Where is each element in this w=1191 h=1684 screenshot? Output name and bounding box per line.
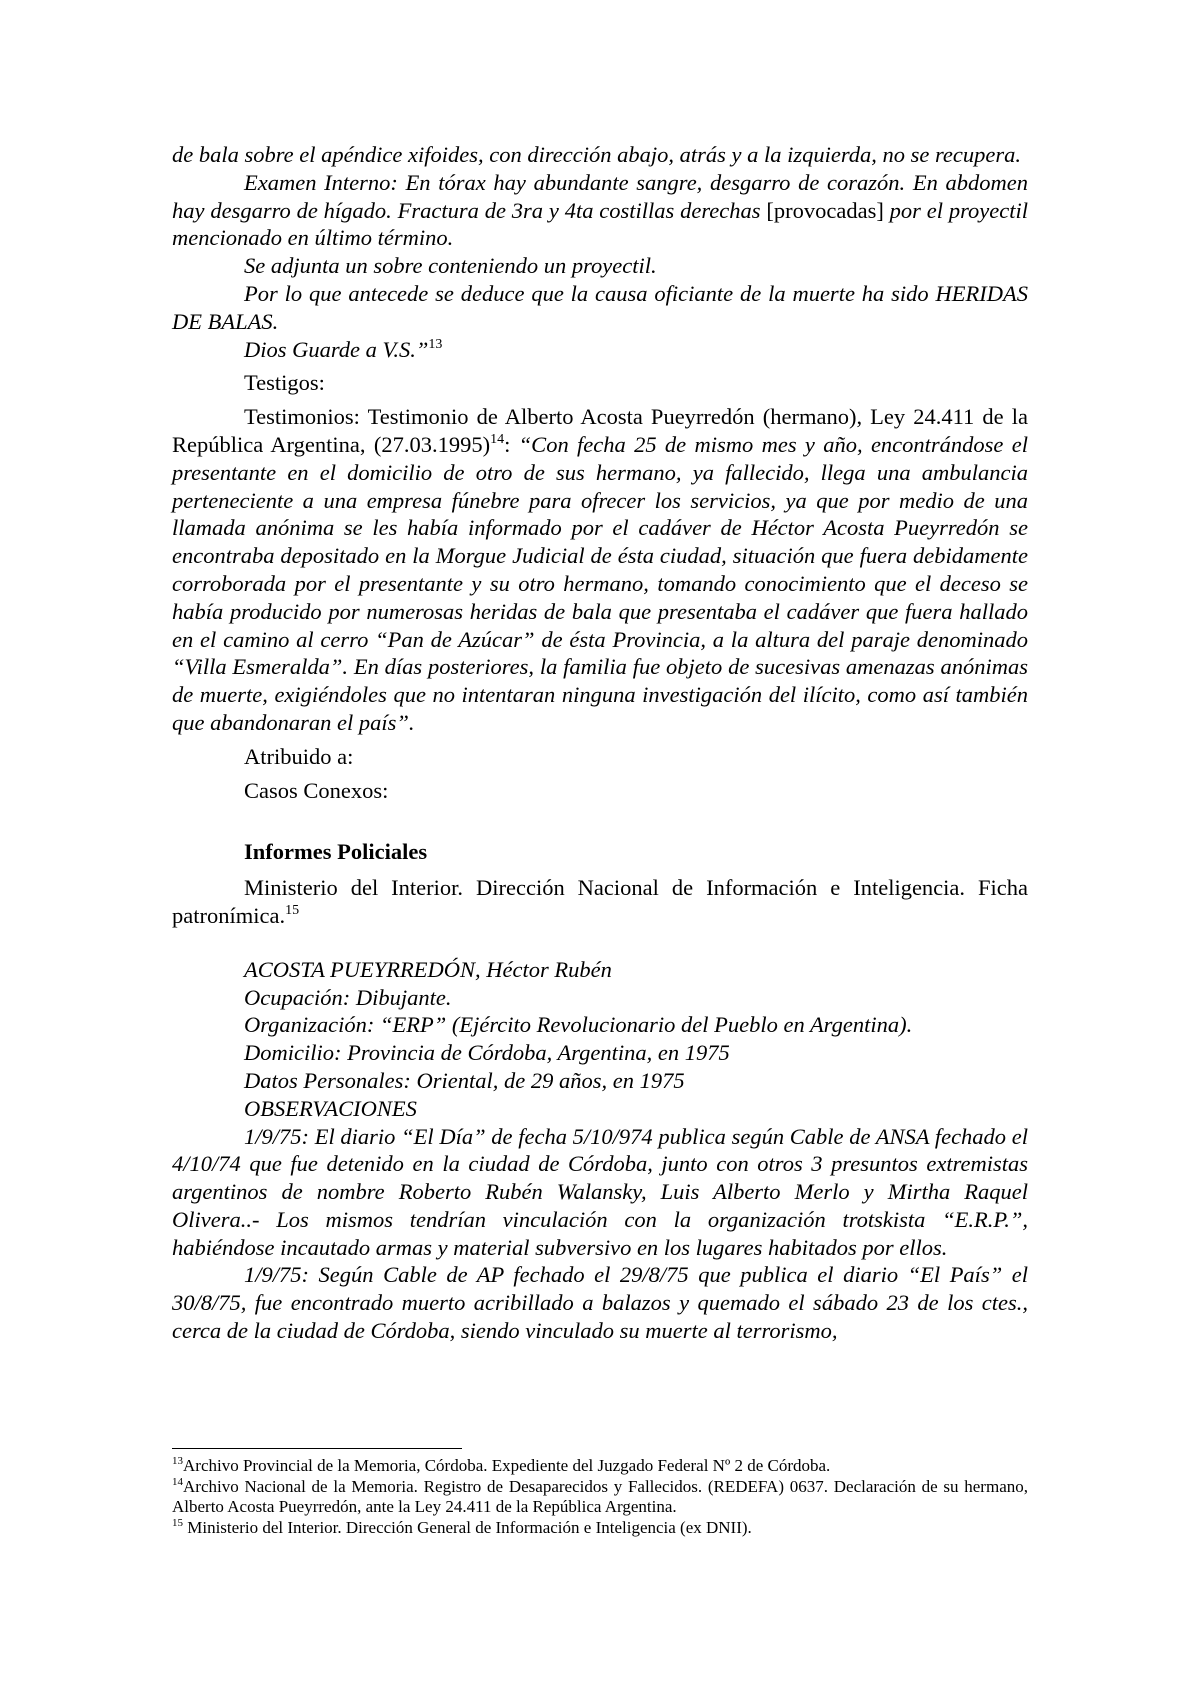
record-organization: Organización: “ERP” (Ejército Revolucionario del Pueblo en Argentina). xyxy=(244,1012,913,1038)
testimony-quote: “Con fecha 25 de mismo mes y año, encontrándose el presentante en el domicilio de otro de sus hermano, ya fallecido, llega una ambulancia perteneciente a una empresa fúnebre para ofrecer los servicios, ya que por medio de una llamada anónima se les había informado por el cadáver de Héctor Acosta Pueyrredón se encontraba depositado en la Morgue Judicial de ésta ciudad, situación que fuera debidamente corroborada por el presentante y su otro hermano, tomando conocimiento que el deceso se había producido por numerosas heridas de bala que presentaba el cadáver que fuera hallado en el camino al cerro “Pan de Azúcar” de ésta Provincia, a la altura del paraje denominado “Villa Esmeralda”. En días posteriores, la familia fue objeto de sucesivas amenazas anónimas de muerte, exigiéndoles que no intentaran ninguna investigación del ilícito, como así también que abandonaran el país”. xyxy=(172,431,1028,735)
ministry-text: Ministerio del Interior. Dirección Nacional de Información e Inteligencia. Ficha patronímica. xyxy=(172,875,1028,928)
footnote-text-14: Archivo Nacional de la Memoria. Registro de Desaparecidos y Fallecidos. (REDEFA) 0637. Declaración de su hermano, Alberto Acosta Pueyrredón, ante la Ley 24.411 de la República Argentina. xyxy=(172,1476,1028,1516)
paragraph-testimony xyxy=(172,403,1028,737)
bracket-text: [provocadas] xyxy=(766,197,884,223)
label-witnesses: Testigos: xyxy=(244,370,325,396)
paragraph-autopsy-end: de bala sobre el apéndice xifoides, con dirección abajo, atrás y a la izquierda, no se recupera. xyxy=(172,142,1022,167)
footnote-14 xyxy=(172,1477,1028,1518)
paragraph-closing xyxy=(172,336,1028,364)
footnote-text-15: Ministerio del Interior. Dirección General de Información e Inteligencia (ex DNII). xyxy=(183,1517,752,1537)
record-personal-data: Datos Personales: Oriental, de 29 años, en 1975 xyxy=(244,1067,685,1093)
record-card xyxy=(172,956,1028,1345)
record-name: ACOSTA PUEYRREDÓN, Héctor Rubén xyxy=(244,956,612,982)
footnote-number-14: 14 xyxy=(172,1475,183,1488)
observation-2: 1/9/75: Según Cable de AP fechado el 29/8/75 que publica el diario “El País” el 30/8/75, fue encontrado muerto acribillado a balazos y quemado el sábado 23 de los ctes., cerca de la ciudad de Córdoba, siendo vinculado su muerte al terrorismo, xyxy=(172,1262,1028,1344)
footnote-number-13: 13 xyxy=(172,1455,183,1467)
footnote-text-13: Archivo Provincial de la Memoria, Córdoba. Expediente del Juzgado Federal Nº 2 de Córdoba. xyxy=(183,1456,831,1475)
testimony-intro: Testimonios: Testimonio de Alberto Acosta Pueyrredón (hermano), Ley 24.411 de la República Argentina, (27.03.1995) xyxy=(172,404,1028,457)
observation-1: 1/9/75: El diario “El Día” de fecha 5/10/974 publica según Cable de ANSA fechado el 4/10/74 que fue detenido en la ciudad de Córdoba, junto con otros 3 presuntos extremistas argentinos de nombre Roberto Rubén Walansky, Luis Alberto Merlo y Mirtha Raquel Olivera..- Los mismos tendrían vinculación con la organización trotskista “E.R.P.”, habiéndose incautado armas y material subversivo en los lugares habitados por ellos. xyxy=(172,1123,1028,1260)
internal-exam-text: Examen Interno: En tórax hay abundante sangre, desgarro de corazón. En abdomen hay desgarro de hígado. Fractura de 3ra y 4ta costillas derechas xyxy=(172,169,1028,223)
paragraph-cause: Por lo que antecede se deduce que la causa oficiante de la muerte ha sido HERIDAS DE BALAS. xyxy=(172,280,1028,334)
paragraph-internal-exam xyxy=(172,169,1028,252)
footnote-ref-14: 14 xyxy=(490,431,505,447)
label-attributed: Atribuido a: xyxy=(244,743,354,769)
record-address: Domicilio: Provincia de Córdoba, Argentina, en 1975 xyxy=(244,1040,730,1066)
label-related-cases: Casos Conexos: xyxy=(244,777,389,803)
paragraph-ministry xyxy=(172,874,1028,930)
document-body xyxy=(172,141,1028,1345)
footnote-ref-15: 15 xyxy=(285,902,300,918)
paragraph-projectile: Se adjunta un sobre conteniendo un proyectil. xyxy=(244,253,657,279)
section-heading: Informes Policiales xyxy=(244,839,428,865)
closing-text: Dios Guarde a V.S.” xyxy=(244,336,429,362)
footnotes xyxy=(172,1456,1028,1538)
testimony-colon: : xyxy=(504,431,519,457)
record-occupation: Ocupación: Dibujante. xyxy=(244,984,452,1010)
footnote-15 xyxy=(172,1518,1028,1539)
footnote-ref-13: 13 xyxy=(428,336,443,352)
record-observations-label: OBSERVACIONES xyxy=(244,1095,417,1121)
footnote-13 xyxy=(172,1456,1028,1477)
footnote-divider xyxy=(172,1448,462,1449)
internal-exam-text-end: por el proyectil mencionado en último término. xyxy=(172,197,1028,251)
footnote-number-15: 15 xyxy=(172,1516,183,1529)
